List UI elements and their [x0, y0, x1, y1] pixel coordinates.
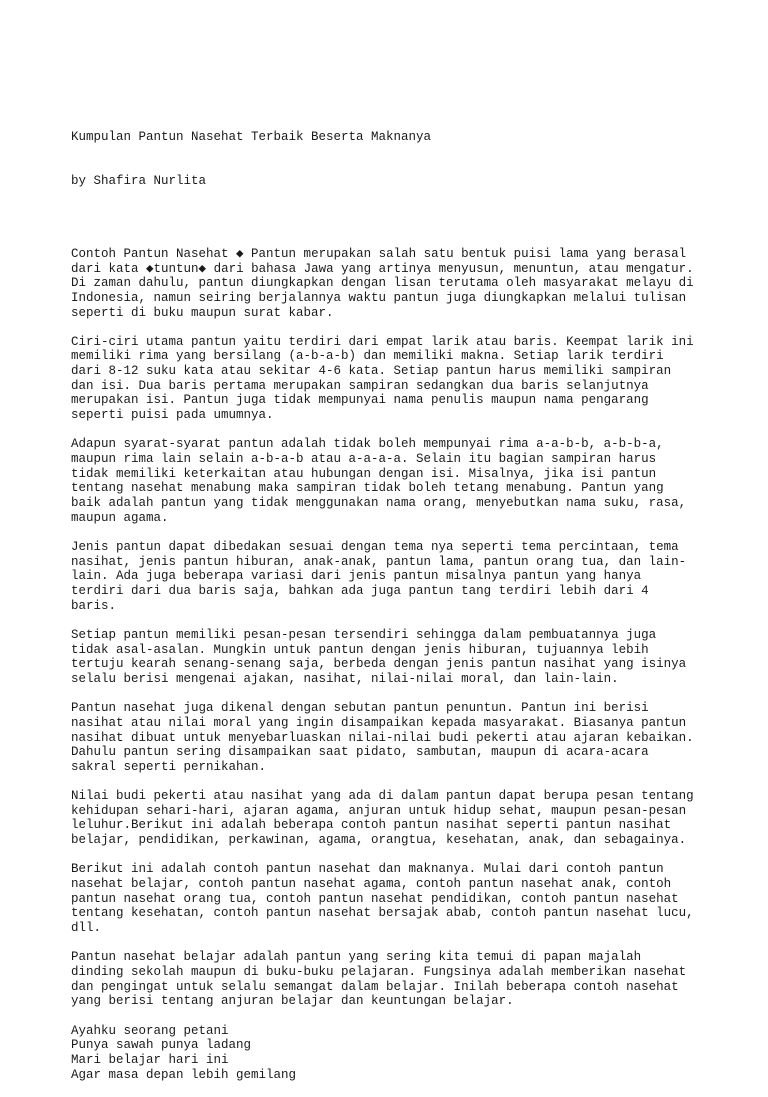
text-line: nasihat dibuat untuk menyebarluaskan nilai-nilai budi pekerti atau ajaran kebaikan.	[71, 730, 694, 745]
text-line: Contoh Pantun Nasehat ◆ Pantun merupakan salah satu bentuk puisi lama yang berasal	[71, 246, 687, 261]
text-line: Adapun syarat-syarat pantun adalah tidak boleh mempunyai rima a-a-b-b, a-b-b-a,	[71, 437, 664, 452]
text-line: kehidupan sehari-hari, ajaran agama, anjuran untuk hidup sehat, maupun pesan-pesan	[71, 803, 687, 818]
text-line: pantun nasehat orang tua, contoh pantun nasehat pendidikan, contoh pantun nasehat	[71, 891, 679, 906]
text-line: Dahulu pantun sering disampaikan saat pidato, sambutan, maupun di acara-acara	[71, 745, 649, 760]
document-header	[71, 100, 731, 217]
text-line: seperti di buku maupun surat kabar.	[71, 305, 334, 320]
paragraph	[71, 628, 731, 687]
text-line: sakral seperti pernikahan.	[71, 759, 267, 774]
text-line: Ayahku seorang petani	[71, 1023, 229, 1038]
text-line: dari kata ◆tuntun◆ dari bahasa Jawa yang artinya menyusun, menuntun, atau mengatur.	[71, 261, 694, 276]
paragraph	[71, 247, 731, 320]
text-line: Pantun nasehat belajar adalah pantun yang sering kita temui di papan majalah	[71, 950, 642, 965]
text-line: maupun agama.	[71, 510, 169, 525]
text-line: Di zaman dahulu, pantun diungkapkan dengan lisan terutama oleh masyarakat melayu di	[71, 276, 694, 291]
text-line: dan isi. Dua baris pertama merupakan sampiran sedangkan dua baris selanjutnya	[71, 378, 649, 393]
text-line: tentang kesehatan, contoh pantun nasehat bersajak abab, contoh pantun nasehat lucu,	[71, 906, 694, 921]
text-line: Mari belajar hari ini	[71, 1052, 229, 1067]
text-line: Setiap pantun memiliki pesan-pesan tersendiri sehingga dalam pembuatannya juga	[71, 627, 657, 642]
text-line: dll.	[71, 921, 102, 936]
text-line: seperti puisi pada umumnya.	[71, 408, 274, 423]
text-line: memiliki rima yang bersilang (a-b-a-b) dan memiliki makna. Setiap larik terdiri	[71, 349, 664, 364]
document-title: Kumpulan Pantun Nasehat Terbaik Beserta Maknanya	[71, 129, 432, 144]
text-line: baik adalah pantun yang tidak menggunakan nama orang, menyebutkan nama suku, rasa,	[71, 496, 687, 511]
text-line: Agar masa depan lebih gemilang	[71, 1067, 297, 1082]
text-line: lain. Ada juga beberapa variasi dari jenis pantun misalnya pantun yang hanya	[71, 569, 642, 584]
paragraph	[71, 335, 731, 423]
text-line: leluhur.Berikut ini adalah beberapa contoh pantun nasihat seperti pantun nasihat	[71, 818, 672, 833]
text-line: tentang nasehat menabung maka sampiran tidak boleh tetang menabung. Pantun yang	[71, 481, 664, 496]
paragraph	[71, 701, 731, 774]
paragraph	[71, 540, 731, 613]
text-line: tidak asal-asalan. Mungkin untuk pantun dengan jenis hiburan, tujuannya lebih	[71, 642, 649, 657]
paragraph	[71, 437, 731, 525]
document-byline: by Shafira Nurlita	[71, 173, 207, 188]
paragraph	[71, 862, 731, 935]
text-line: dan pengingat untuk selalu semangat dalam belajar. Inilah beberapa contoh nasehat	[71, 979, 679, 994]
document-body	[71, 247, 731, 1082]
text-line: nasihat, jenis pantun hiburan, anak-anak, pantun lama, pantun orang tua, dan lain-	[71, 554, 687, 569]
text-line: Jenis pantun dapat dibedakan sesuai dengan tema nya seperti tema percintaan, tema	[71, 540, 679, 554]
text-line: selalu berisi mengenai ajakan, nasihat, nilai-nilai moral, dan lain-lain.	[71, 671, 619, 686]
text-line: Berikut ini adalah contoh pantun nasehat dan maknanya. Mulai dari contoh pantun	[71, 862, 664, 877]
text-line: Indonesia, namun seiring berjalannya waktu pantun juga diungkapkan melalui tulisan	[71, 290, 687, 305]
document-page	[71, 71, 731, 1097]
text-line: terdiri dari dua baris saja, bahkan ada juga pantun tang terdiri lebih dari 4	[71, 583, 649, 598]
text-line: merupakan isi. Pantun juga tidak mempunyai nama penulis maupun nama pengarang	[71, 393, 649, 408]
text-line: Nilai budi pekerti atau nasihat yang ada di dalam pantun dapat berupa pesan tentang	[71, 789, 694, 804]
text-line: belajar, pendidikan, perkawinan, agama, orangtua, kesehatan, anak, dan sebagainya.	[71, 833, 687, 848]
text-line: Punya sawah punya ladang	[71, 1038, 252, 1053]
text-line: dinding sekolah maupun di buku-buku pelajaran. Fungsinya adalah memberikan nasehat	[71, 965, 687, 980]
text-line: tidak memiliki keterkaitan atau hubungan dengan isi. Misalnya, jika isi pantun	[71, 466, 657, 481]
text-line: tertuju kearah senang-senang saja, berbeda dengan jenis pantun nasihat yang isinya	[71, 657, 687, 672]
text-line: maupun rima lain selain a-b-a-b atau a-a-a-a. Selain itu bagian sampiran harus	[71, 452, 657, 467]
pantun-verse	[71, 1024, 731, 1083]
text-line: nasihat atau nilai moral yang ingin disampaikan kepada masyarakat. Biasanya pantun	[71, 715, 687, 730]
text-line: nasehat belajar, contoh pantun nasehat agama, contoh pantun nasehat anak, contoh	[71, 877, 672, 892]
text-line: Pantun nasehat juga dikenal dengan sebutan pantun penuntun. Pantun ini berisi	[71, 701, 649, 716]
text-line: dari 8-12 suku kata atau sekitar 4-6 kata. Setiap pantun harus memiliki sampiran	[71, 364, 672, 379]
text-line: baris.	[71, 598, 117, 613]
paragraph	[71, 950, 731, 1009]
paragraph	[71, 789, 731, 848]
text-line: yang berisi tentang anjuran belajar dan keuntungan belajar.	[71, 994, 514, 1009]
text-line: Ciri-ciri utama pantun yaitu terdiri dari empat larik atau baris. Keempat larik ini	[71, 334, 694, 349]
